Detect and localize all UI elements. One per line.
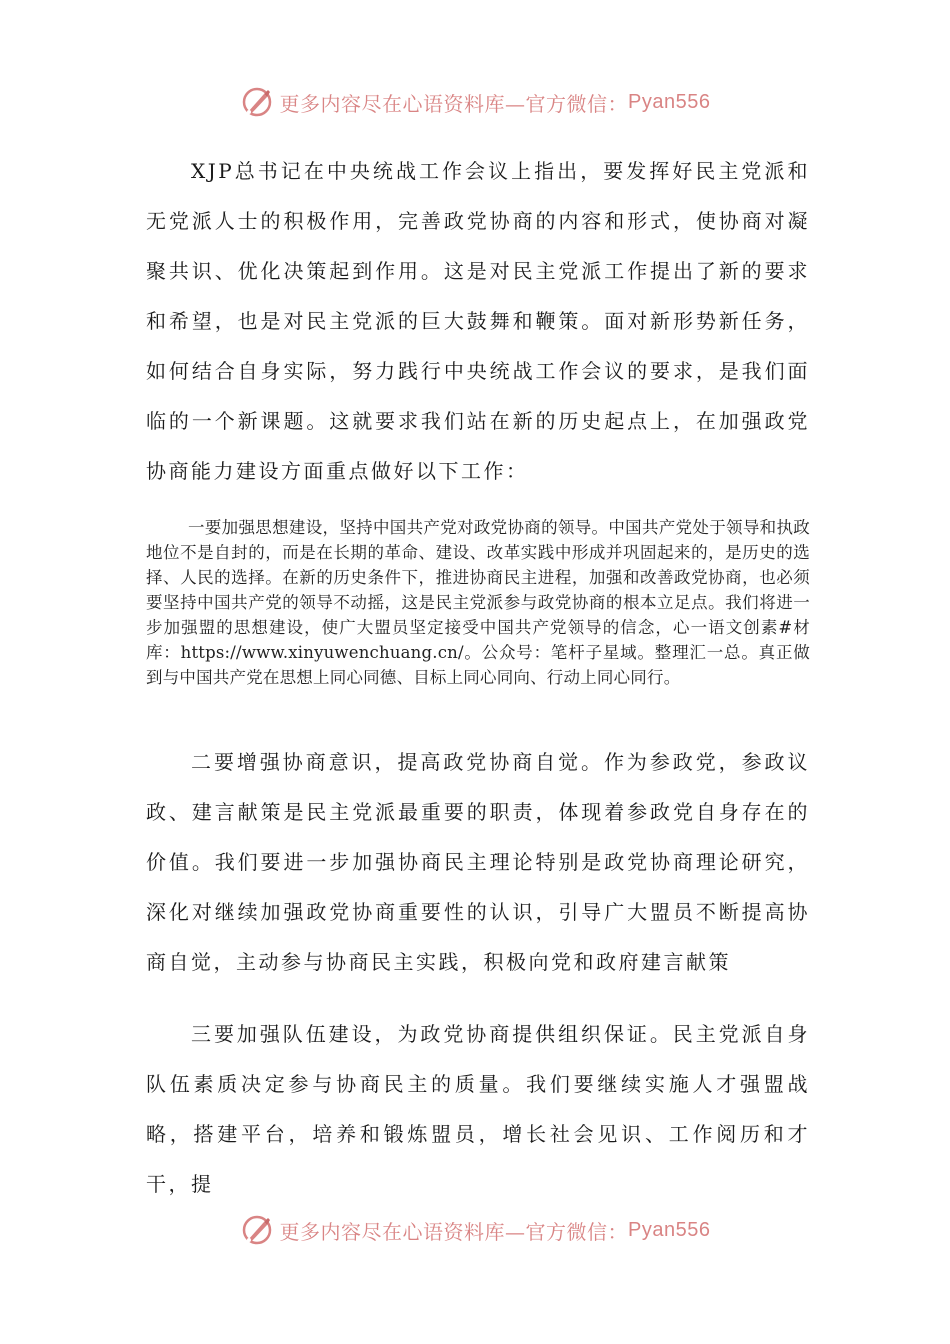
pen-logo-icon — [240, 1213, 274, 1247]
paragraph-point-two: 二要增强协商意识，提高政党协商自觉。作为参政党，参政议政、建言献策是民主党派最重要的职责，体现着参政党自身存在的价值。我们要进一步加强协商民主理论特别是政党协商理论研究，深化对继续加强政党协商重要性的认识，引导广大盟员不断提高协商自觉，主动参与协商民主实践，积极向党和政府建言献策 — [146, 750, 810, 974]
paragraph-intro: XJP总书记在中央统战工作会议上指出，要发挥好民主党派和无党派人士的积极作用，完善政党协商的内容和形式，使协商对凝聚共识、优化决策起到作用。这是对民主党派工作提出了新的要求和希望，也是对民主党派的巨大鼓舞和鞭策。面对新形势新任务，如何结合自身实际，努力践行中央统战工作会议的要求，是我们面临的一个新课题。这就要求我们站在新的历史起点上，在加强政党协商能力建设方面重点做好以下工作： — [146, 159, 810, 483]
paragraph-point-one: 一要加强思想建设，坚持中国共产党对政党协商的领导。中国共产党处于领导和执政地位不是自封的，而是在长期的革命、建设、改革实践中形成并巩固起来的，是历史的选择、人民的选择。在新的历史条件下，推进协商民主进程，加强和改善政党协商，也必须要坚持中国共产党的领导不动摇，这是民主党派参与政党协商的根本立足点。我们将进一步加强盟的思想建设，使广大盟员坚定接受中国共产党领导的信念，心一语文创素#材库：https://www.xinyuwenchuang.cn/。公众号：笔杆子星域。整理汇一总。真正做到与中国共产党在思想上同心同德、目标上同心同向、行动上同心同行。 — [146, 518, 810, 687]
header-watermark — [0, 80, 950, 124]
watermark-wechat-id: Pyan556 — [628, 1218, 711, 1241]
footer-watermark — [0, 1208, 950, 1252]
watermark-wechat-id: Pyan556 — [628, 90, 711, 113]
paragraph-point-three: 三要加强队伍建设，为政党协商提供组织保证。民主党派自身队伍素质决定参与协商民主的质量。我们要继续实施人才强盟战略，搭建平台，培养和锻炼盟员，增长社会见识、工作阅历和才干，提 — [146, 1022, 810, 1196]
pen-logo-icon — [240, 85, 274, 119]
watermark-text: 更多内容尽在心语资料库—官方微信： — [279, 1219, 629, 1244]
watermark-text: 更多内容尽在心语资料库—官方微信： — [279, 91, 629, 116]
